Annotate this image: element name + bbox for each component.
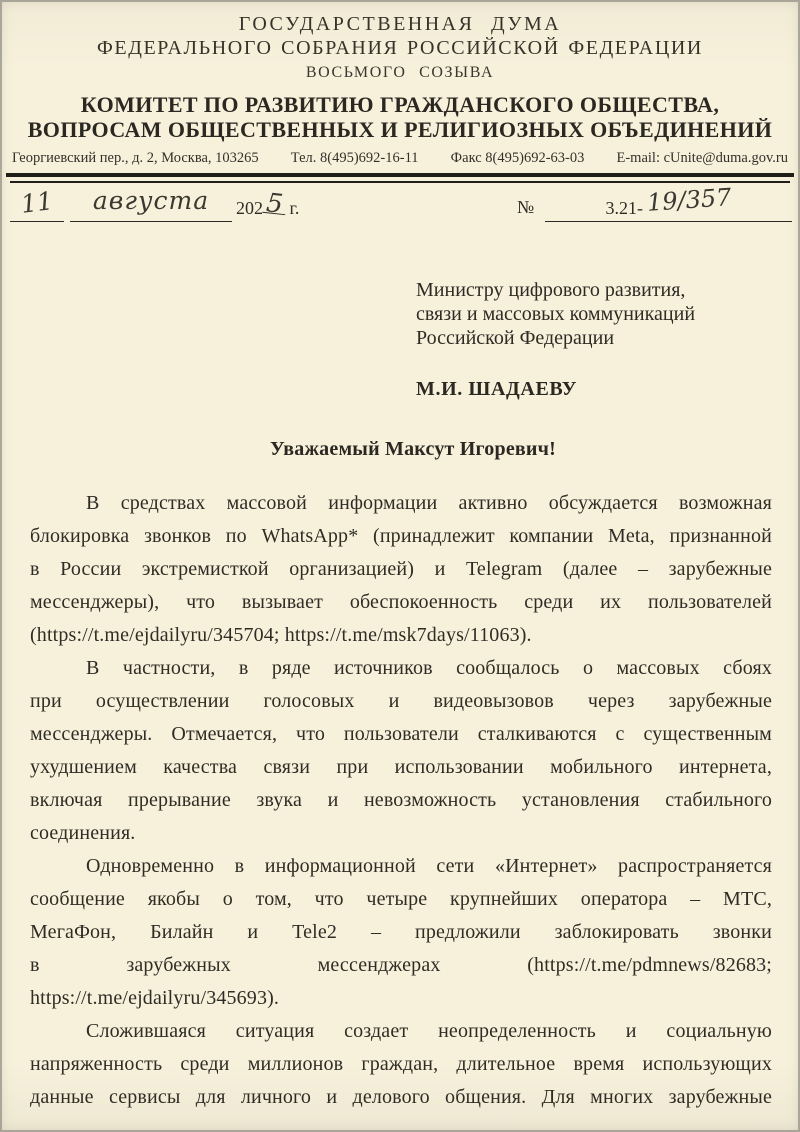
body-line: Сложившаяся ситуация создает неопределенность и социальную (86, 1020, 772, 1042)
body-line: мессенджеры), что вызывает обеспокоенность среди их пользователей (30, 591, 772, 613)
org-name-line1: ГОСУДАРСТВЕННАЯ ДУМА (238, 13, 562, 35)
outgoing-number-handwritten: 19/357 (646, 183, 733, 217)
date-year-suffix: г. (289, 198, 300, 218)
letterhead-rule-thick (6, 173, 794, 177)
letterhead-rule-thin (10, 181, 790, 183)
body-line: мессенджеры. Отмечается, что пользователи сталкиваются с существенным (30, 723, 772, 745)
letterhead-address: Георгиевский пер., д. 2, Москва, 103265 (12, 150, 259, 166)
outgoing-number-printed: 3.21- (605, 198, 644, 218)
number-sign: № (517, 197, 535, 217)
committee-name-line2: ВОПРОСАМ ОБЩЕСТВЕННЫХ И РЕЛИГИОЗНЫХ ОБЪЕДИНЕНИЙ (27, 117, 773, 142)
date-month-handwritten: августа (92, 186, 210, 215)
letter-body (30, 487, 772, 1114)
date-year-field (236, 188, 300, 220)
recipient-line3: Российской Федерации (416, 327, 615, 349)
body-line: В средствах массовой информации активно обсуждается возможная (86, 492, 772, 514)
body-line: данные сервисы для личного и делового общения. Для многих зарубежные (30, 1086, 772, 1108)
committee-name-line1: КОМИТЕТ ПО РАЗВИТИЮ ГРАЖДАНСКОГО ОБЩЕСТВА, (80, 92, 720, 117)
recipient-block (416, 278, 695, 401)
letterhead-phone: Тел. 8(495)692-16-11 (290, 150, 419, 166)
recipient-line1: Министру цифрового развития, (416, 279, 686, 301)
body-line: в зарубежных мессенджерах (https://t.me/pdmnews/82683; (30, 954, 772, 976)
body-line: сообщение якобы о том, что четыре крупнейших оператора – МТС, (30, 888, 772, 910)
letterhead-contacts (12, 150, 788, 167)
body-line: в России экстремисткой организацией) и Telegram (далее – зарубежные (30, 558, 772, 580)
body-line: при осуществлении голосовых и видеовызовов через зарубежные (30, 690, 772, 712)
outgoing-number-field (545, 183, 792, 222)
body-line: соединения. (30, 822, 136, 844)
body-line: (https://t.me/ejdailyru/345704; https://t.me/msk7days/11063). (30, 624, 532, 646)
body-line: напряженность среди миллионов граждан, длительное время использующих (30, 1053, 772, 1075)
date-day-field (10, 188, 64, 222)
body-line: https://t.me/ejdailyru/345693). (30, 987, 280, 1009)
body-line: включая прерывание звука и невозможность установления стабильного (30, 789, 772, 811)
letterhead-email: E-mail: cUnite@duma.gov.ru (616, 150, 788, 166)
body-line: блокировка звонков по WhatsApp* (принадлежит компании Meta, признанной (30, 525, 772, 547)
org-convocation: ВОСЬМОГО СОЗЫВА (305, 64, 495, 81)
body-line: Одновременно в информационной сети «Интернет» распространяется (86, 855, 772, 877)
date-month-field (70, 186, 232, 222)
recipient-name: М.И. ШАДАЕВУ (416, 378, 577, 400)
body-line: МегаФон, Билайн и Tele2 – предложили заблокировать звонки (30, 921, 772, 943)
body-line: В частности, в ряде источников сообщалось о массовых сбоях (86, 657, 772, 679)
org-name-line2: ФЕДЕРАЛЬНОГО СОБРАНИЯ РОССИЙСКОЙ ФЕДЕРАЦИИ (97, 37, 703, 59)
date-year-handwritten: 5 (262, 194, 286, 215)
letterhead-fax: Факс 8(495)692-63-03 (450, 150, 585, 166)
recipient-line2: связи и массовых коммуникаций (416, 303, 696, 325)
date-day-handwritten: 11 (19, 186, 55, 219)
date-year-printed: 202 (236, 198, 263, 218)
body-line: ухудшением качества связи при использовании мобильного интернета, (30, 756, 772, 778)
salutation: Уважаемый Максут Игоревич! (270, 438, 556, 460)
